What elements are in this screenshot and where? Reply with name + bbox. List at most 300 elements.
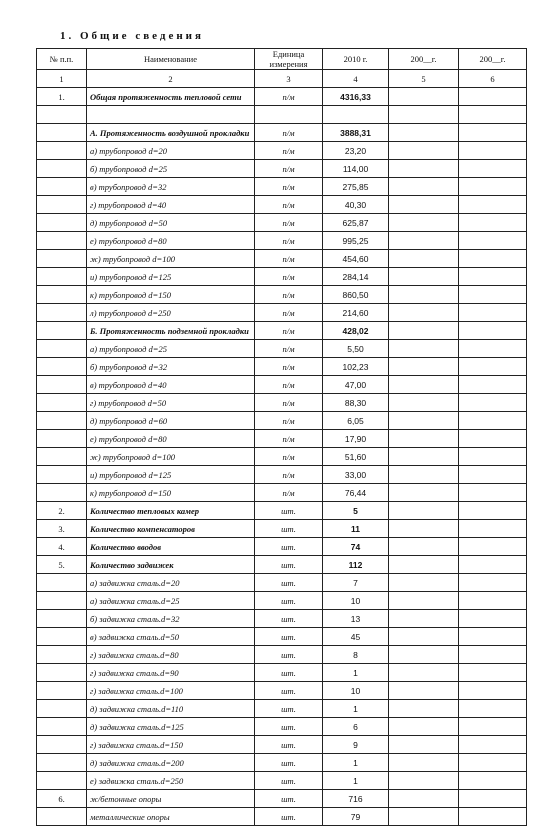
row-value-2010: 45 [323, 628, 389, 646]
row-value-year-a [389, 556, 459, 574]
row-value-2010: 214,60 [323, 304, 389, 322]
row-number [37, 448, 87, 466]
column-index: 2 [87, 70, 255, 88]
row-value-year-a [389, 646, 459, 664]
row-value-2010: 454,60 [323, 250, 389, 268]
row-number [37, 574, 87, 592]
table-row [37, 322, 527, 340]
row-value-year-b [459, 682, 527, 700]
header-cell-year-a: 200__г. [389, 49, 459, 70]
row-value-year-b [459, 214, 527, 232]
row-unit: п/м [255, 466, 323, 484]
table-row [37, 502, 527, 520]
row-name: и) трубопровод d=125 [87, 268, 255, 286]
row-value-year-b [459, 700, 527, 718]
row-name: и) трубопровод d=125 [87, 466, 255, 484]
row-value-year-b [459, 466, 527, 484]
row-value-2010: 995,25 [323, 232, 389, 250]
row-value-year-b [459, 790, 527, 808]
row-value-2010: 6 [323, 718, 389, 736]
row-unit: п/м [255, 322, 323, 340]
row-value-year-a [389, 160, 459, 178]
row-name: в) задвижка сталь.d=50 [87, 628, 255, 646]
row-value-year-b [459, 448, 527, 466]
row-name: Количество тепловых камер [87, 502, 255, 520]
row-number [37, 106, 87, 124]
row-name: ж/бетонные опоры [87, 790, 255, 808]
table-row [37, 772, 527, 790]
table-row [37, 664, 527, 682]
table-row [37, 610, 527, 628]
row-value-2010: 114,00 [323, 160, 389, 178]
row-value-year-a [389, 700, 459, 718]
table-row [37, 178, 527, 196]
row-value-2010 [323, 106, 389, 124]
row-number [37, 322, 87, 340]
row-name: Количество компенсаторов [87, 520, 255, 538]
table-row [37, 484, 527, 502]
row-value-year-b [459, 412, 527, 430]
row-unit: п/м [255, 196, 323, 214]
row-unit: шт. [255, 790, 323, 808]
row-value-2010: 10 [323, 682, 389, 700]
row-value-year-b [459, 520, 527, 538]
row-unit: п/м [255, 286, 323, 304]
row-value-year-b [459, 430, 527, 448]
table-row [37, 556, 527, 574]
row-number [37, 466, 87, 484]
section-title: 1. Общие сведения [60, 30, 204, 42]
header-cell-2010: 2010 г. [323, 49, 389, 70]
row-value-year-a [389, 664, 459, 682]
table-row [37, 394, 527, 412]
row-unit: п/м [255, 250, 323, 268]
row-value-year-a [389, 304, 459, 322]
row-unit: шт. [255, 538, 323, 556]
row-value-year-a [389, 268, 459, 286]
row-name: д) трубопровод d=60 [87, 412, 255, 430]
row-name: ж) трубопровод d=100 [87, 448, 255, 466]
row-value-year-b [459, 142, 527, 160]
row-value-2010: 23,20 [323, 142, 389, 160]
row-unit: п/м [255, 430, 323, 448]
row-name: е) трубопровод d=80 [87, 430, 255, 448]
row-number [37, 286, 87, 304]
row-unit: шт. [255, 628, 323, 646]
row-name: а) трубопровод d=25 [87, 340, 255, 358]
row-value-year-a [389, 736, 459, 754]
row-value-year-b [459, 160, 527, 178]
row-name: г) задвижка сталь.d=150 [87, 736, 255, 754]
row-value-2010: 5,50 [323, 340, 389, 358]
row-name: д) задвижка сталь.d=200 [87, 754, 255, 772]
row-value-year-b [459, 394, 527, 412]
row-unit: п/м [255, 124, 323, 142]
row-value-year-a [389, 430, 459, 448]
row-number [37, 700, 87, 718]
table-row [37, 412, 527, 430]
row-value-year-b [459, 358, 527, 376]
table-row [37, 196, 527, 214]
row-unit: п/м [255, 448, 323, 466]
row-value-2010: 1 [323, 700, 389, 718]
row-unit: п/м [255, 376, 323, 394]
row-value-year-b [459, 592, 527, 610]
row-value-2010: 51,60 [323, 448, 389, 466]
row-value-year-b [459, 286, 527, 304]
row-value-2010: 1 [323, 772, 389, 790]
row-value-year-b [459, 340, 527, 358]
table-row [37, 520, 527, 538]
row-number [37, 430, 87, 448]
table-body [37, 49, 527, 826]
row-number [37, 340, 87, 358]
row-value-year-a [389, 394, 459, 412]
table-row [37, 286, 527, 304]
row-number [37, 250, 87, 268]
row-value-year-a [389, 178, 459, 196]
row-value-year-a [389, 484, 459, 502]
table-row [37, 466, 527, 484]
row-number: 5. [37, 556, 87, 574]
row-value-year-a [389, 448, 459, 466]
row-number [37, 304, 87, 322]
row-value-2010: 11 [323, 520, 389, 538]
table-row [37, 574, 527, 592]
row-value-year-a [389, 808, 459, 826]
row-number [37, 376, 87, 394]
row-value-2010: 13 [323, 610, 389, 628]
row-unit: шт. [255, 646, 323, 664]
row-unit: шт. [255, 808, 323, 826]
table-row [37, 430, 527, 448]
row-number: 6. [37, 790, 87, 808]
row-value-year-b [459, 196, 527, 214]
row-unit: п/м [255, 394, 323, 412]
row-number [37, 160, 87, 178]
row-number [37, 358, 87, 376]
table-row [37, 808, 527, 826]
row-value-year-a [389, 322, 459, 340]
row-name: металлические опоры [87, 808, 255, 826]
header-cell-year-b: 200__г. [459, 49, 527, 70]
row-name: г) задвижка сталь.d=100 [87, 682, 255, 700]
row-unit: шт. [255, 610, 323, 628]
table-row [37, 268, 527, 286]
row-unit: п/м [255, 232, 323, 250]
row-value-year-a [389, 592, 459, 610]
row-value-year-a [389, 340, 459, 358]
row-value-year-b [459, 574, 527, 592]
row-number [37, 772, 87, 790]
row-value-2010: 9 [323, 736, 389, 754]
row-name: Количество вводов [87, 538, 255, 556]
row-value-year-b [459, 106, 527, 124]
row-name: д) трубопровод d=50 [87, 214, 255, 232]
row-value-2010: 88,30 [323, 394, 389, 412]
row-name: Общая протяженность тепловой сети [87, 88, 255, 106]
row-value-year-a [389, 502, 459, 520]
row-unit: п/м [255, 160, 323, 178]
row-value-2010: 4316,33 [323, 88, 389, 106]
row-number [37, 412, 87, 430]
row-name: б) задвижка сталь.d=32 [87, 610, 255, 628]
table-row [37, 304, 527, 322]
row-value-year-a [389, 682, 459, 700]
row-name: г) задвижка сталь.d=80 [87, 646, 255, 664]
row-value-year-a [389, 520, 459, 538]
row-unit: шт. [255, 502, 323, 520]
row-value-2010: 5 [323, 502, 389, 520]
row-value-year-b [459, 250, 527, 268]
column-index: 1 [37, 70, 87, 88]
row-name: д) задвижка сталь.d=125 [87, 718, 255, 736]
row-value-year-b [459, 484, 527, 502]
row-value-year-a [389, 772, 459, 790]
table-row [37, 646, 527, 664]
row-number [37, 592, 87, 610]
row-number: 1. [37, 88, 87, 106]
row-name: А. Протяженность воздушной прокладки [87, 124, 255, 142]
row-unit: шт. [255, 592, 323, 610]
row-number [37, 808, 87, 826]
row-value-year-b [459, 664, 527, 682]
table-row [37, 250, 527, 268]
row-name: Количество задвижек [87, 556, 255, 574]
table-row [37, 790, 527, 808]
table-row [37, 106, 527, 124]
row-value-year-a [389, 250, 459, 268]
row-unit: шт. [255, 700, 323, 718]
table-row [37, 142, 527, 160]
column-index: 6 [459, 70, 527, 88]
row-value-year-a [389, 466, 459, 484]
row-value-2010: 7 [323, 574, 389, 592]
row-value-year-b [459, 538, 527, 556]
row-name: а) задвижка сталь.d=25 [87, 592, 255, 610]
row-value-2010: 76,44 [323, 484, 389, 502]
row-number [37, 124, 87, 142]
row-unit: п/м [255, 340, 323, 358]
row-name: д) задвижка сталь.d=110 [87, 700, 255, 718]
row-value-year-b [459, 718, 527, 736]
row-value-year-b [459, 502, 527, 520]
row-number [37, 628, 87, 646]
row-value-year-a [389, 142, 459, 160]
row-name: а) трубопровод d=20 [87, 142, 255, 160]
row-value-2010: 716 [323, 790, 389, 808]
row-unit: шт. [255, 718, 323, 736]
row-unit: п/м [255, 142, 323, 160]
row-number [37, 178, 87, 196]
row-value-year-b [459, 88, 527, 106]
row-value-year-b [459, 808, 527, 826]
table-row [37, 718, 527, 736]
row-value-year-a [389, 574, 459, 592]
row-value-year-b [459, 178, 527, 196]
header-row [37, 49, 527, 70]
row-unit: шт. [255, 682, 323, 700]
row-number [37, 646, 87, 664]
table-row [37, 754, 527, 772]
column-index: 5 [389, 70, 459, 88]
row-number [37, 754, 87, 772]
row-value-year-b [459, 322, 527, 340]
row-name: б) трубопровод d=32 [87, 358, 255, 376]
row-number: 3. [37, 520, 87, 538]
row-value-year-b [459, 268, 527, 286]
table-row [37, 628, 527, 646]
row-unit: шт. [255, 664, 323, 682]
column-index: 4 [323, 70, 389, 88]
table-row [37, 88, 527, 106]
row-number [37, 664, 87, 682]
row-unit: шт. [255, 754, 323, 772]
row-value-year-a [389, 232, 459, 250]
row-value-year-b [459, 376, 527, 394]
row-value-2010: 17,90 [323, 430, 389, 448]
row-value-year-a [389, 196, 459, 214]
row-name: г) трубопровод d=40 [87, 196, 255, 214]
row-value-year-a [389, 124, 459, 142]
row-unit: п/м [255, 304, 323, 322]
row-value-2010: 625,87 [323, 214, 389, 232]
row-name: а) задвижка сталь.d=20 [87, 574, 255, 592]
row-name: л) трубопровод d=250 [87, 304, 255, 322]
table-row [37, 232, 527, 250]
row-unit: шт. [255, 520, 323, 538]
row-value-2010: 112 [323, 556, 389, 574]
table-row [37, 160, 527, 178]
column-number-row [37, 70, 527, 88]
row-name: к) трубопровод d=150 [87, 484, 255, 502]
row-name: в) трубопровод d=32 [87, 178, 255, 196]
row-value-year-a [389, 538, 459, 556]
row-value-year-a [389, 106, 459, 124]
row-value-year-a [389, 790, 459, 808]
table-row [37, 358, 527, 376]
row-value-2010: 428,02 [323, 322, 389, 340]
row-value-year-b [459, 736, 527, 754]
row-value-2010: 40,30 [323, 196, 389, 214]
row-value-year-b [459, 628, 527, 646]
row-value-year-b [459, 772, 527, 790]
row-value-year-a [389, 718, 459, 736]
table-row [37, 682, 527, 700]
row-number [37, 394, 87, 412]
table-row [37, 214, 527, 232]
row-value-year-a [389, 286, 459, 304]
row-value-2010: 284,14 [323, 268, 389, 286]
row-value-year-b [459, 754, 527, 772]
header-cell-number: № п.п. [37, 49, 87, 70]
row-unit: шт. [255, 574, 323, 592]
row-number: 2. [37, 502, 87, 520]
row-number [37, 610, 87, 628]
row-value-year-a [389, 412, 459, 430]
row-value-2010: 6,05 [323, 412, 389, 430]
row-unit: п/м [255, 358, 323, 376]
table-row [37, 736, 527, 754]
table-row [37, 124, 527, 142]
row-name: ж) трубопровод d=100 [87, 250, 255, 268]
row-value-2010: 79 [323, 808, 389, 826]
row-value-year-a [389, 628, 459, 646]
row-name: е) трубопровод d=80 [87, 232, 255, 250]
row-unit: п/м [255, 412, 323, 430]
row-value-year-b [459, 304, 527, 322]
row-value-2010: 275,85 [323, 178, 389, 196]
row-unit: п/м [255, 88, 323, 106]
row-unit: шт. [255, 736, 323, 754]
row-number [37, 232, 87, 250]
row-unit: п/м [255, 178, 323, 196]
row-value-2010: 33,00 [323, 466, 389, 484]
row-unit: п/м [255, 214, 323, 232]
row-value-year-a [389, 88, 459, 106]
row-number [37, 196, 87, 214]
table-row [37, 376, 527, 394]
row-value-year-a [389, 376, 459, 394]
row-name: г) трубопровод d=50 [87, 394, 255, 412]
row-value-year-a [389, 610, 459, 628]
row-number [37, 214, 87, 232]
column-index: 3 [255, 70, 323, 88]
row-value-2010: 47,00 [323, 376, 389, 394]
row-value-year-a [389, 214, 459, 232]
row-number [37, 718, 87, 736]
row-name [87, 106, 255, 124]
table-row [37, 538, 527, 556]
row-name: г) задвижка сталь.d=90 [87, 664, 255, 682]
row-value-year-a [389, 754, 459, 772]
row-value-2010: 102,23 [323, 358, 389, 376]
table-row [37, 340, 527, 358]
row-value-2010: 860,50 [323, 286, 389, 304]
header-cell-name: Наименование [87, 49, 255, 70]
row-value-2010: 1 [323, 664, 389, 682]
row-value-year-b [459, 556, 527, 574]
header-cell-unit: Единица измерения [255, 49, 323, 70]
row-name: в) трубопровод d=40 [87, 376, 255, 394]
row-name: к) трубопровод d=150 [87, 286, 255, 304]
row-value-2010: 8 [323, 646, 389, 664]
row-unit: п/м [255, 484, 323, 502]
table-row [37, 700, 527, 718]
row-value-year-b [459, 610, 527, 628]
row-value-year-a [389, 358, 459, 376]
row-name: б) трубопровод d=25 [87, 160, 255, 178]
row-number: 4. [37, 538, 87, 556]
row-value-year-b [459, 124, 527, 142]
row-unit: шт. [255, 556, 323, 574]
table-row [37, 592, 527, 610]
row-value-2010: 10 [323, 592, 389, 610]
row-value-2010: 74 [323, 538, 389, 556]
row-unit: шт. [255, 772, 323, 790]
row-value-2010: 3888,31 [323, 124, 389, 142]
row-number [37, 268, 87, 286]
row-number [37, 142, 87, 160]
row-value-year-b [459, 646, 527, 664]
row-value-2010: 1 [323, 754, 389, 772]
row-unit [255, 106, 323, 124]
table-row [37, 448, 527, 466]
row-number [37, 736, 87, 754]
row-number [37, 484, 87, 502]
general-info-table [36, 48, 527, 826]
row-unit: п/м [255, 268, 323, 286]
